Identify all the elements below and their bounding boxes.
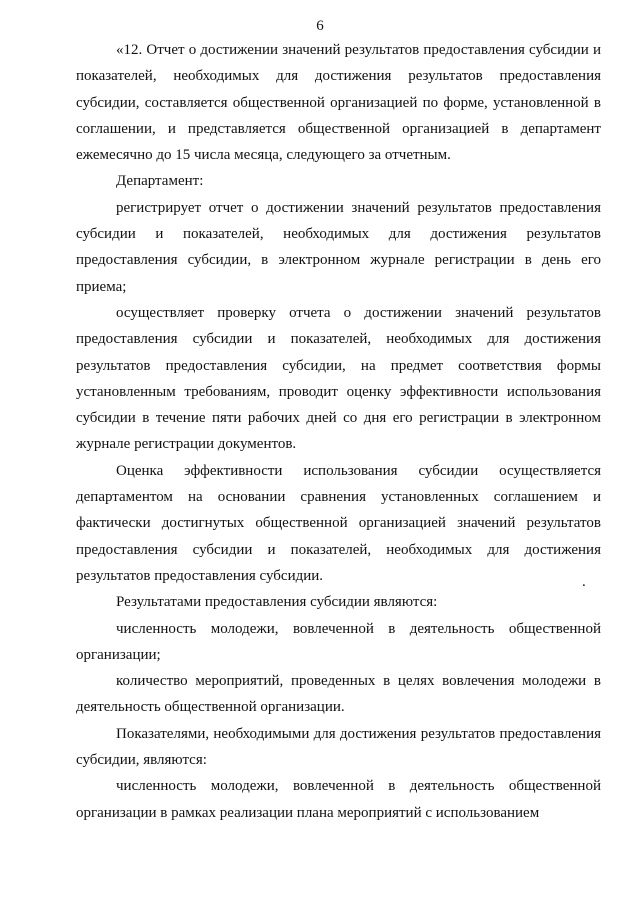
paragraph-checks-report: осуществляет проверку отчета о достижении значений результатов предоставления субсидии и показателей, необходимых для достижения результатов предоставления субсидии, на предмет соответствия формы установленным требованиям, проводит оценку эффективности использования субсидии в течение пяти рабочих дней со дня его регистрации в электронном журнале регистрации документов. <box>76 304 601 453</box>
paragraph-result-events-count: количество мероприятий, проведенных в целях вовлечения молодежи в деятельность общественной организации. <box>76 673 601 716</box>
paragraph-results-heading: Результатами предоставления субсидии являются: <box>116 594 438 611</box>
paragraph-indicators-heading: Показателями, необходимыми для достижения результатов предоставления субсидии, являются: <box>76 725 601 769</box>
paragraph-efficiency-assessment: Оценка эффективности использования субсидии осуществляется департаментом на основании сравнения установленных соглашением и фактически достигнутых общественной организацией значений результатов предоставления субсидии и показателей, необходимых для достижения результатов предоставления субсидии. <box>76 462 601 584</box>
paragraph-result-youth-count: численность молодежи, вовлеченной в деятельность общественной организации; <box>76 620 601 663</box>
page-number: 6 <box>316 18 324 34</box>
document-body <box>76 37 601 826</box>
paragraph-indicator-youth-count: численность молодежи, вовлеченной в деятельность общественной организации в рамках реализации плана мероприятий с использованием <box>76 778 601 821</box>
paragraph-registers-report: регистрирует отчет о достижении значений результатов предоставления субсидии и показателей, необходимых для достижения результатов предоставления субсидии, в электронном журнале регистрации в день его приема; <box>76 199 601 295</box>
paragraph-department-heading: Департамент: <box>116 173 204 190</box>
stray-mark: . <box>582 574 586 590</box>
paragraph-report-clause: «12. Отчет о достижении значений результатов предоставления субсидии и показателей, необходимых для достижения результатов предоставления субсидии, составляется общественной организацией по форме, установленной в соглашении, и представляется общественной организацией в департамент ежемесячно до 15 числа месяца, следующего за отчетным. <box>76 42 601 164</box>
